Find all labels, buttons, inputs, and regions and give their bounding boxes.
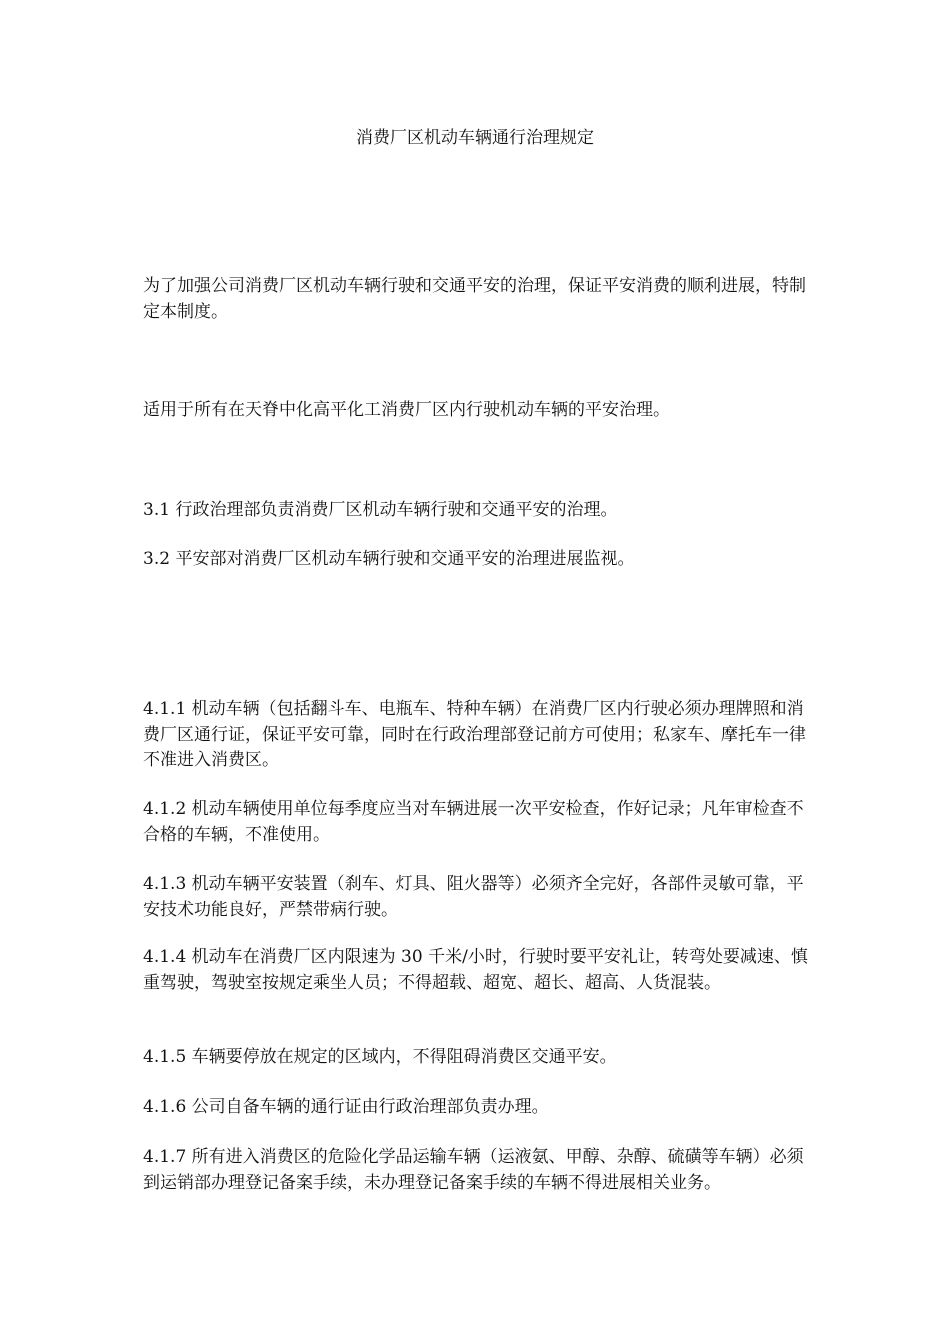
paragraph-scope: 适用于所有在天脊中化高平化工消费厂区内行驶机动车辆的平安治理。 <box>143 400 670 420</box>
paragraph-intro: 为了加强公司消费厂区机动车辆行驶和交通平安的治理，保证平安消费的顺利进展，特制定本制度。 <box>143 276 806 322</box>
paragraph-4-1-5: 4.1.5 车辆要停放在规定的区域内，不得阻碍消费区交通平安。 <box>143 1047 617 1067</box>
paragraph-3-1: 3.1 行政治理部负责消费厂区机动车辆行驶和交通平安的治理。 <box>143 500 618 520</box>
document-title: 消费厂区机动车辆通行治理规定 <box>356 128 594 148</box>
paragraph-4-1-2: 4.1.2 机动车辆使用单位每季度应当对车辆进展一次平安检查，作好记录；凡年审检查不合格的车辆，不准使用。 <box>143 799 804 845</box>
paragraph-4-1-3: 4.1.3 机动车辆平安装置（刹车、灯具、阻火器等）必须齐全完好，各部件灵敏可靠，平安技术功能良好，严禁带病行驶。 <box>143 874 804 920</box>
paragraph-4-1-6: 4.1.6 公司自备车辆的通行证由行政治理部负责办理。 <box>143 1097 549 1117</box>
paragraph-4-1-7: 4.1.7 所有进入消费区的危险化学品运输车辆（运液氨、甲醇、杂醇、硫磺等车辆）必须到运销部办理登记备案手续，未办理登记备案手续的车辆不得进展相关业务。 <box>143 1147 804 1193</box>
paragraph-3-2: 3.2 平安部对消费厂区机动车辆行驶和交通平安的治理进展监视。 <box>143 549 635 569</box>
paragraph-4-1-1: 4.1.1 机动车辆（包括翻斗车、电瓶车、特种车辆）在消费厂区内行驶必须办理牌照和消费厂区通行证，保证平安可靠，同时在行政治理部登记前方可使用；私家车、摩托车一律不准进入消费区。 <box>143 699 806 770</box>
paragraph-4-1-4: 4.1.4 机动车在消费厂区内限速为 30 千米/小时，行驶时要平安礼让，转弯处要减速、慎重驾驶，驾驶室按规定乘坐人员；不得超载、超宽、超长、超高、人货混装。 <box>143 947 808 993</box>
